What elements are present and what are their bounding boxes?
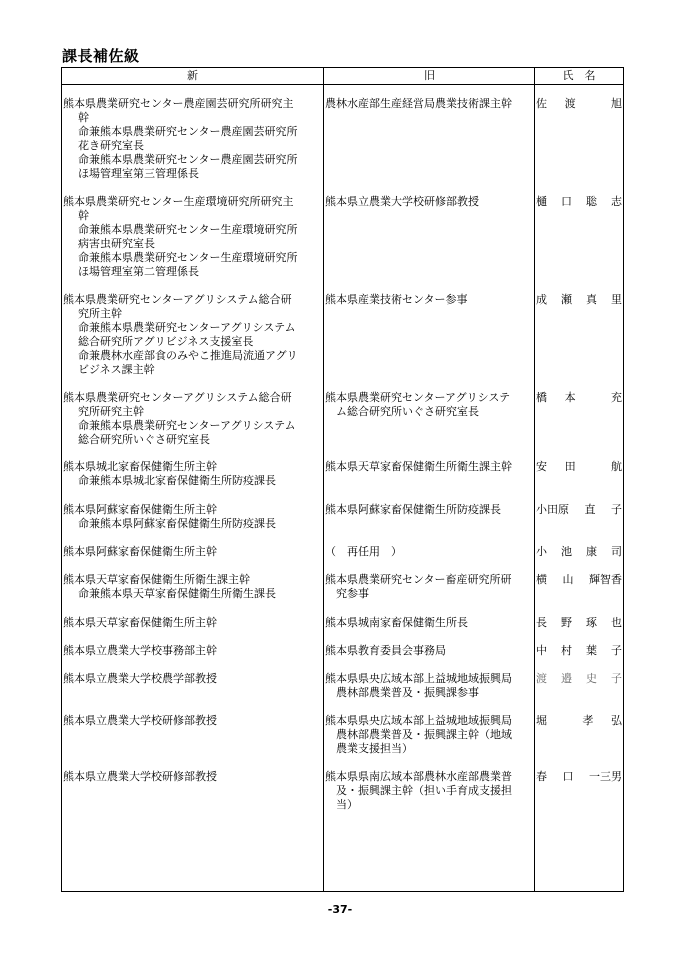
old-position-cell <box>325 644 533 658</box>
old-position-cell <box>325 714 533 756</box>
new-position-line: 総合研究所いぐさ研究室長 <box>78 433 210 446</box>
new-position-line: 命兼熊本県農業研究センター生産環境研究所 <box>78 251 298 264</box>
old-position-line: 熊本県県央広域本部上益城地域振興局 <box>325 672 512 685</box>
new-position-line: 命兼熊本県天草家畜保健衛生所衛生課長 <box>78 587 276 600</box>
old-position-line: 当） <box>336 798 358 811</box>
name-part: 横 <box>536 573 547 586</box>
old-position-line: ム総合研究所いぐさ研究室長 <box>336 405 479 418</box>
name-part: 小田原 <box>536 503 569 516</box>
name-part: 司 <box>611 545 622 558</box>
new-position-line: 命兼熊本県阿蘇家畜保健衛生所防疫課長 <box>78 517 276 530</box>
name-cell <box>536 714 622 728</box>
name-part: 村 <box>561 644 572 657</box>
old-position-line: 熊本県阿蘇家畜保健衛生所防疫課長 <box>325 503 501 516</box>
name-part: 田 <box>564 460 576 473</box>
new-position-cell <box>63 573 320 601</box>
name-part: 旭 <box>610 97 622 110</box>
page-title: 課長補佐級 <box>62 47 140 65</box>
old-position-line: 熊本県県央広域本部上益城地域振興局 <box>325 714 512 727</box>
name-part: 口 <box>561 195 572 208</box>
name-cell <box>536 616 622 630</box>
name-part: 瀬 <box>561 293 572 306</box>
name-part: 史 <box>586 672 597 685</box>
new-position-line: 命兼熊本県農業研究センター農産園芸研究所 <box>78 153 298 166</box>
new-position-line: ほ場管理室第三管理係長 <box>78 167 199 180</box>
name-part: 樋 <box>536 195 547 208</box>
new-position-cell <box>63 644 320 658</box>
name-part: 渡 <box>536 672 547 685</box>
name-part: 子 <box>611 503 622 516</box>
new-position-cell <box>63 97 320 181</box>
old-position-cell <box>325 672 533 700</box>
name-part: 輝智香 <box>589 573 622 586</box>
new-position-line: 総合研究所アグリビジネス支援室長 <box>78 335 254 348</box>
new-position-line: 熊本県城北家畜保健衛生所主幹 <box>63 460 217 473</box>
new-position-cell <box>63 672 320 686</box>
old-position-cell <box>325 97 533 111</box>
new-position-line: 病害虫研究室長 <box>78 237 155 250</box>
old-position-cell <box>325 616 533 630</box>
name-part: 真 <box>586 293 597 306</box>
name-part: 充 <box>610 391 622 404</box>
new-position-line: 熊本県天草家畜保健衛生所衛生課主幹 <box>63 573 250 586</box>
old-position-cell <box>325 503 533 517</box>
old-position-cell <box>325 391 533 419</box>
name-cell <box>536 97 622 111</box>
name-part: 直 <box>584 503 596 516</box>
name-part: 堀 <box>536 714 547 727</box>
personnel-table <box>61 67 624 892</box>
new-position-line: 熊本県立農業大学校事務部主幹 <box>63 644 217 657</box>
name-part: 本 <box>564 391 576 404</box>
name-part: 長 <box>536 616 547 629</box>
old-position-cell <box>325 195 533 209</box>
name-part: 小 <box>536 545 547 558</box>
name-part: 中 <box>536 644 547 657</box>
new-position-cell <box>63 293 320 377</box>
new-position-line: 幹 <box>78 209 89 222</box>
name-part: 航 <box>610 460 622 473</box>
column-divider <box>323 68 324 891</box>
header-new: 新 <box>187 69 198 82</box>
new-position-line: 命兼熊本県農業研究センターアグリシステム <box>78 419 296 432</box>
name-part: 安 <box>536 460 547 473</box>
new-position-cell <box>63 195 320 279</box>
old-position-cell <box>325 545 533 559</box>
old-position-cell <box>325 770 533 812</box>
old-position-line: 農林部農業普及・振興課主幹（地域 <box>336 728 512 741</box>
name-cell <box>536 545 622 559</box>
name-part: 口 <box>562 770 574 783</box>
new-position-line: 熊本県立農業大学校研修部教授 <box>63 770 217 783</box>
name-part: 聡 <box>586 195 597 208</box>
old-position-line: 農業支援担当） <box>336 742 413 755</box>
new-position-line: 幹 <box>78 111 89 124</box>
old-position-line: （ 再任用 ） <box>325 545 402 558</box>
new-position-line: 熊本県阿蘇家畜保健衛生所主幹 <box>63 545 217 558</box>
old-position-line: 究参事 <box>336 587 369 600</box>
old-position-cell <box>325 573 533 601</box>
new-position-line: 命兼熊本県農業研究センターアグリシステム <box>78 321 296 334</box>
old-position-line: 熊本県城南家畜保健衛生所長 <box>325 616 468 629</box>
old-position-line: 熊本県県南広域本部農林水産部農業普 <box>325 770 512 783</box>
old-position-line: 熊本県天草家畜保健衛生所衛生課主幹 <box>325 460 512 473</box>
name-cell <box>536 293 622 307</box>
old-position-cell <box>325 293 533 307</box>
new-position-cell <box>63 503 320 531</box>
new-position-line: ビジネス課主幹 <box>78 363 155 376</box>
name-part: 邉 <box>561 672 572 685</box>
new-position-cell <box>63 391 320 447</box>
new-position-line: ほ場管理室第二管理係長 <box>78 265 199 278</box>
name-part: 弘 <box>610 714 622 727</box>
name-cell <box>536 573 622 587</box>
header-name: 氏 名 <box>562 69 596 82</box>
name-cell <box>536 672 622 686</box>
name-part: 池 <box>561 545 572 558</box>
name-part: 孝 <box>582 714 594 727</box>
header-old: 旧 <box>424 69 435 82</box>
old-position-line: 農林水産部生産経営局農業技術課主幹 <box>325 97 512 110</box>
new-position-line: 命兼熊本県城北家畜保健衛生所防疫課長 <box>78 474 276 487</box>
table-header <box>62 68 623 85</box>
new-position-line: 熊本県農業研究センターアグリシステム総合研 <box>63 391 292 404</box>
name-cell <box>536 770 622 784</box>
name-part: 子 <box>611 672 622 685</box>
name-part: 子 <box>611 644 622 657</box>
name-part: 一三男 <box>589 770 622 783</box>
name-part: 琢 <box>586 616 597 629</box>
name-part: 也 <box>611 616 622 629</box>
new-position-cell <box>63 460 320 488</box>
name-part: 葉 <box>586 644 597 657</box>
name-part: 山 <box>562 573 574 586</box>
new-position-line: 熊本県立農業大学校研修部教授 <box>63 714 217 727</box>
old-position-line: 及・振興課主幹（担い手育成支援担 <box>336 784 512 797</box>
new-position-line: 命兼熊本県農業研究センター農産園芸研究所 <box>78 125 298 138</box>
new-position-line: 熊本県天草家畜保健衛生所主幹 <box>63 616 217 629</box>
name-cell <box>536 460 622 474</box>
old-position-line: 熊本県教育委員会事務局 <box>325 644 446 657</box>
old-position-line: 農林部農業普及・振興課参事 <box>336 686 479 699</box>
new-position-line: 熊本県農業研究センター農産園芸研究所研究主 <box>63 97 294 110</box>
old-position-line: 熊本県産業技術センター参事 <box>325 293 468 306</box>
name-part: 春 <box>536 770 547 783</box>
old-position-cell <box>325 460 533 474</box>
name-cell <box>536 391 622 405</box>
name-part: 里 <box>611 293 622 306</box>
new-position-line: 命兼熊本県農業研究センター生産環境研究所 <box>78 223 298 236</box>
old-position-line: 熊本県農業研究センター畜産研究所研 <box>325 573 512 586</box>
new-position-line: 熊本県農業研究センターアグリシステム総合研 <box>63 293 292 306</box>
name-part: 佐 <box>536 97 547 110</box>
name-cell <box>536 195 622 209</box>
name-part: 成 <box>536 293 547 306</box>
new-position-line: 熊本県立農業大学校農学部教授 <box>63 672 217 685</box>
new-position-line: 熊本県農業研究センター生産環境研究所研究主 <box>63 195 294 208</box>
page-number: -37- <box>327 903 353 916</box>
name-part: 志 <box>611 195 622 208</box>
column-divider <box>534 68 535 891</box>
name-cell <box>536 644 622 658</box>
new-position-cell <box>63 770 320 784</box>
new-position-line: 究所主幹 <box>78 307 122 320</box>
new-position-line: 究所研究主幹 <box>78 405 144 418</box>
name-cell <box>536 503 622 517</box>
name-part: 渡 <box>564 97 576 110</box>
new-position-cell <box>63 714 320 728</box>
new-position-cell <box>63 616 320 630</box>
new-position-cell <box>63 545 320 559</box>
new-position-line: 花き研究室長 <box>78 139 144 152</box>
new-position-line: 命兼農林水産部食のみやこ推進局流通アグリ <box>78 349 298 362</box>
name-part: 野 <box>561 616 572 629</box>
old-position-line: 熊本県立農業大学校研修部教授 <box>325 195 479 208</box>
old-position-line: 熊本県農業研究センターアグリシステ <box>325 391 511 404</box>
new-position-line: 熊本県阿蘇家畜保健衛生所主幹 <box>63 503 217 516</box>
name-part: 橋 <box>536 391 547 404</box>
name-part: 康 <box>586 545 597 558</box>
